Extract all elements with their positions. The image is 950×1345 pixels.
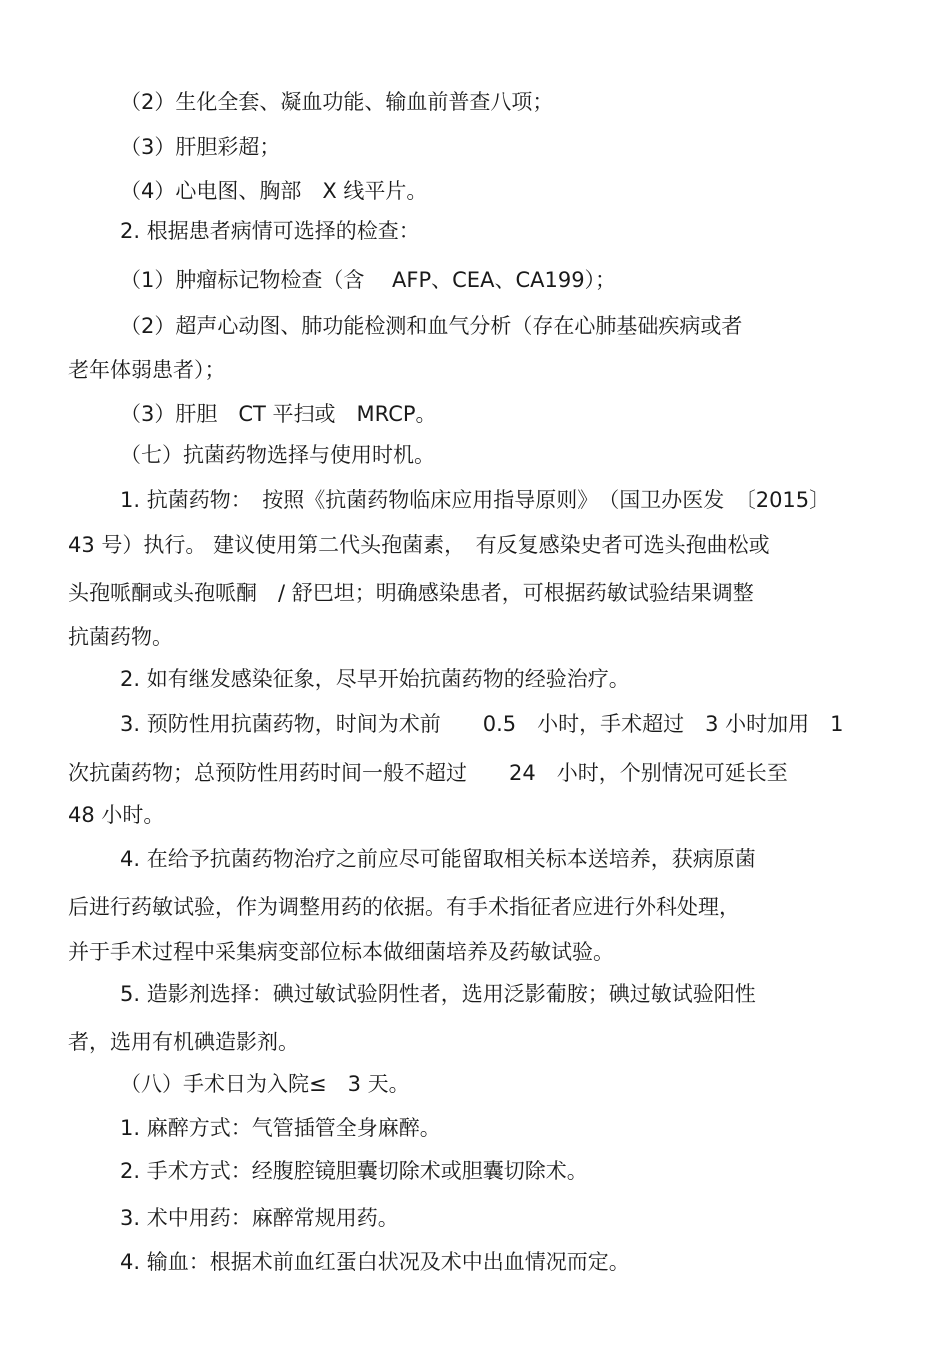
text-line: 者，选用有机碘造影剂。 — [68, 1030, 299, 1054]
text-line: 头孢哌酮或头孢哌酮 / 舒巴坦；明确感染患者，可根据药敏试验结果调整 — [68, 581, 754, 605]
text-line: 1. 麻醉方式：气管插管全身麻醉。 — [120, 1116, 441, 1140]
text-line: 2. 手术方式：经腹腔镜胆囊切除术或胆囊切除术。 — [120, 1159, 588, 1183]
text-line: 2. 如有继发感染征象，尽早开始抗菌药物的经验治疗。 — [120, 667, 630, 691]
text-line: 并于手术过程中采集病变部位标本做细菌培养及药敏试验。 — [68, 940, 614, 964]
text-line: （3）肝胆彩超； — [120, 135, 281, 159]
text-line: 次抗菌药物；总预防性用药时间一般不超过 24 小时，个别情况可延长至 — [68, 761, 788, 785]
section-heading: （七）抗菌药物选择与使用时机。 — [120, 443, 435, 467]
text-line: 3. 预防性用抗菌药物，时间为术前 0.5 小时，手术超过 3 小时加用 1 — [120, 712, 844, 736]
text-line: 1. 抗菌药物： 按照《抗菌药物临床应用指导原则》 （国卫办医发 〔2015〕 — [120, 488, 831, 512]
text-line: 2. 根据患者病情可选择的检查： — [120, 219, 420, 243]
text-line: （4）心电图、胸部 X 线平片。 — [120, 179, 428, 203]
text-line: 48 小时。 — [68, 803, 165, 827]
text-line: 后进行药敏试验，作为调整用药的依据。有手术指征者应进行外科处理， — [68, 895, 740, 919]
text-line: 4. 在给予抗菌药物治疗之前应尽可能留取相关标本送培养，获病原菌 — [120, 847, 756, 871]
text-line: （3）肝胆 CT 平扫或 MRCP。 — [120, 402, 437, 426]
text-line: （2）超声心动图、肺功能检测和血气分析（存在心肺基础疾病或者 — [120, 314, 743, 338]
text-line: 4. 输血：根据术前血红蛋白状况及术中出血情况而定。 — [120, 1250, 630, 1274]
text-line: （2）生化全套、凝血功能、输血前普查八项； — [120, 90, 554, 114]
text-line: 老年体弱患者）； — [68, 358, 226, 382]
section-heading: （八）手术日为入院≤ 3 天。 — [120, 1072, 410, 1096]
text-line: 抗菌药物。 — [68, 625, 173, 649]
text-line: 5. 造影剂选择：碘过敏试验阴性者，选用泛影葡胺；碘过敏试验阳性 — [120, 982, 756, 1006]
text-line: 43 号）执行。 建议使用第二代头孢菌素， 有反复感染史者可选头孢曲松或 — [68, 533, 770, 557]
text-line: （1）肿瘤标记物检查（含 AFP、CEA、CA199）； — [120, 268, 617, 292]
text-line: 3. 术中用药：麻醉常规用药。 — [120, 1206, 399, 1230]
